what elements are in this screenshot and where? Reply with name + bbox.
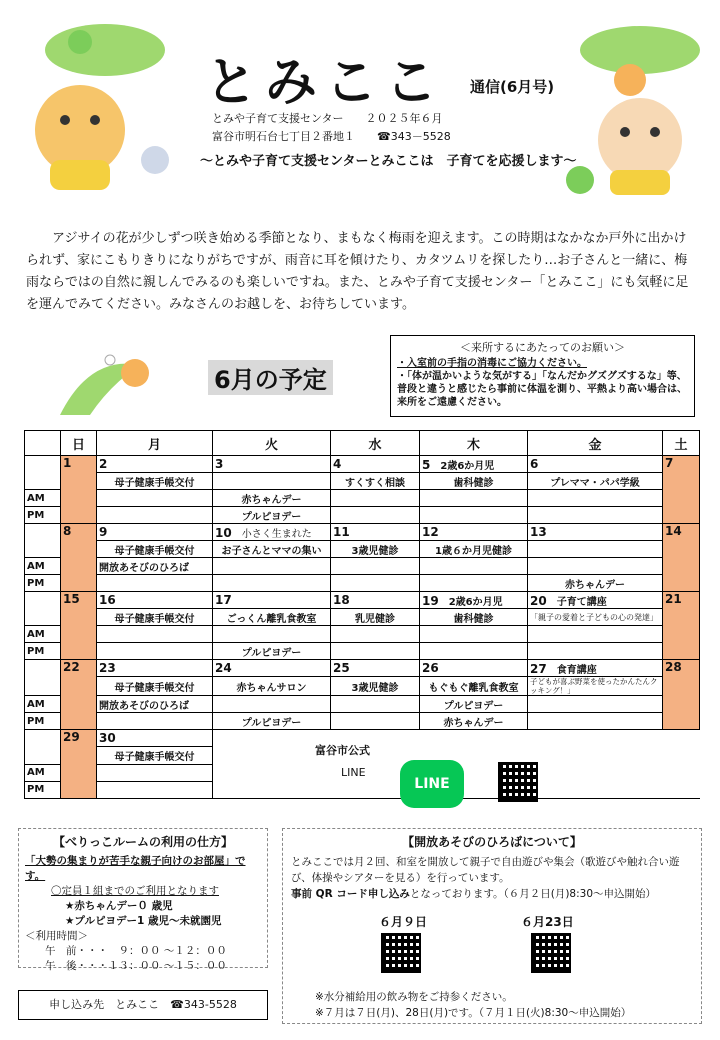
day-23: 23 bbox=[97, 660, 213, 677]
day-14: 14 bbox=[663, 524, 700, 592]
event-weaning-class: ごっくん離乳食教室 bbox=[213, 609, 331, 626]
room-usage-box bbox=[18, 828, 268, 972]
visit-notice-box bbox=[390, 335, 695, 417]
week-1-events bbox=[25, 473, 700, 490]
event-dental-check: 歯科健診 bbox=[420, 609, 528, 626]
qr-code-icon-2[interactable] bbox=[531, 933, 571, 973]
official-label: 富谷市公式 bbox=[315, 744, 370, 757]
header-center-line: とみや子育て支援センター ２０２５年６月 bbox=[212, 112, 443, 125]
day-13: 13 bbox=[528, 524, 663, 541]
event-small-born-gathering: お子さんとママの集い bbox=[213, 541, 331, 558]
header-fri: 金 bbox=[528, 431, 663, 456]
day-5-event: 5 2歳6か月児 bbox=[420, 456, 528, 473]
day-9: 9 bbox=[97, 524, 213, 541]
newsletter-subtitle: 通信(6月号) bbox=[470, 78, 555, 96]
week-3-am: AM bbox=[25, 626, 700, 643]
room-am-hours: 午 前・・・ ９：００ ～１２：００ bbox=[45, 945, 227, 957]
day-17: 17 bbox=[213, 592, 331, 609]
event-baby-day: 赤ちゃんデー bbox=[528, 575, 663, 592]
intro-paragraph: アジサイの花が少しずつ咲き始める季節となり、まもなく梅雨を迎えます。この時期はなかなか戸外に出かけられず、家にこもりきりになりがちですが、雨音に耳を傾けたり、カタツムリを探したり…お子さんと一緒に、梅雨ならではの自然に親しんでみるのも楽しいですね。また、とみや子育て支援センター「とみここ」にも気軽に足を運んでみてください。みなさんのお越しを、お待ちしています。 bbox=[26, 231, 689, 312]
header-sun: 日 bbox=[61, 431, 97, 456]
event-18mo-checkup: 1歳６か月児健診 bbox=[420, 541, 528, 558]
day-20-event: 20 子育て講座 bbox=[528, 592, 663, 609]
week-1-am bbox=[25, 490, 700, 507]
day-3: 3 bbox=[213, 456, 331, 473]
room-baby-day: ★赤ちゃんデー０ 歳児 bbox=[65, 900, 173, 912]
event-baby-salon: 赤ちゃんサロン bbox=[213, 677, 331, 696]
event-purupiyo-day: プルピヨデー bbox=[213, 643, 331, 660]
event-baby-day: 赤ちゃんデー bbox=[213, 490, 331, 507]
week-4-events bbox=[25, 677, 700, 696]
day-30: 30 bbox=[97, 730, 213, 747]
week-3-events bbox=[25, 609, 700, 626]
day-1: 1 bbox=[61, 456, 97, 524]
week-2-am: AM 開放あそびのひろば bbox=[25, 558, 700, 575]
day-24: 24 bbox=[213, 660, 331, 677]
room-pm-hours: 午 後・・・１３：００ ～１５：００ bbox=[45, 960, 227, 972]
day-21: 21 bbox=[663, 592, 700, 660]
open-heading: 【開放あそびのひろばについて】 bbox=[402, 835, 582, 849]
header-tue: 火 bbox=[213, 431, 331, 456]
newsletter-title: とみここ bbox=[205, 53, 446, 113]
week-3-pm: PM プルピヨデー bbox=[25, 643, 700, 660]
room-lead: 「大勢の集まりが苦手な親子向けのお部屋」です。 bbox=[25, 855, 246, 882]
event-food-lecture-topic: 子どもが喜ぶ野菜を使ったかんたんクッキング！」 bbox=[528, 677, 663, 696]
day-6: 6 bbox=[528, 456, 663, 473]
open-playroom-box bbox=[282, 828, 702, 1024]
room-purupiyo-day: ★プルピヨデー1 歳児～未就園児 bbox=[65, 915, 222, 927]
event-purupiyo-day: プルピヨデー bbox=[213, 507, 331, 524]
event-open-playroom: 開放あそびのひろば bbox=[97, 696, 213, 713]
day-12: 12 bbox=[420, 524, 528, 541]
event-mother-child-handbook: 母子健康手帳交付 bbox=[97, 541, 213, 558]
open-water-note: ※水分補給用の飲み物をご持参ください。 bbox=[315, 991, 513, 1003]
event-dental-check: 歯科健診 bbox=[420, 473, 528, 490]
line-qr-code-icon[interactable] bbox=[498, 762, 538, 802]
week-5-pm: PM bbox=[25, 781, 700, 798]
room-time-label: ＜利用時間＞ bbox=[25, 930, 88, 942]
event-infant-checkup: 乳児健診 bbox=[331, 609, 420, 626]
notice-heading: ＜来所するにあたってのお願い＞ bbox=[460, 341, 625, 354]
notice-item-2: ・「体が温かいような気がする」「なんだかグズグズするな」等、普段と違うと感じたら事前に体温を測り、平熱より高い場合は、来所をご遠慮ください。 bbox=[397, 371, 687, 408]
event-mother-child-handbook: 母子健康手帳交付 bbox=[97, 473, 213, 490]
schedule-title: 6月の予定 bbox=[208, 360, 333, 395]
event-purupiyo-day: プルピヨデー bbox=[420, 696, 528, 713]
open-body: とみここでは月２回、和室を開放して親子で自由遊びや集会（歌遊びや触れ合い遊び、体操やシアターを見る）を行っています。 bbox=[291, 856, 680, 884]
day-29: 29 bbox=[61, 730, 97, 799]
event-open-playroom: 開放あそびのひろば bbox=[97, 558, 213, 575]
event-baby-day: 赤ちゃんデー bbox=[420, 713, 528, 730]
day-19-event: 19 2歳6か月児 bbox=[420, 592, 528, 609]
open-apply-line: 事前 QR コード申し込みとなっております。（６月２日(月)8:30～申込開始） bbox=[291, 888, 657, 900]
room-heading: 【べりっこルームの利用の仕方】 bbox=[52, 835, 233, 849]
week-4-am: AM 開放あそびのひろば プルピヨデー bbox=[25, 696, 700, 713]
week-2-events bbox=[25, 541, 700, 558]
event-sukusuku-consult: すくすく相談 bbox=[331, 473, 420, 490]
open-date-2: ６月23日 bbox=[521, 915, 574, 929]
qr-code-icon-1[interactable] bbox=[381, 933, 421, 973]
day-8: 8 bbox=[61, 524, 97, 592]
day-16: 16 bbox=[97, 592, 213, 609]
room-capacity-note: 〇定員１組までのご利用となります bbox=[51, 885, 219, 897]
week-2-pm: PM 赤ちゃんデー bbox=[25, 575, 700, 592]
open-july-note: ※７月は７日(月)、28日(月)です。（７月１日(火)8:30～申込開始） bbox=[315, 1007, 632, 1019]
day-10-event: 10 小さく生まれた bbox=[213, 524, 331, 541]
week-4-dates bbox=[25, 660, 700, 677]
event-purupiyo-day: プルピヨデー bbox=[213, 713, 331, 730]
line-label: LINE bbox=[341, 766, 366, 779]
day-28: 28 bbox=[663, 660, 700, 730]
event-mother-child-handbook: 母子健康手帳交付 bbox=[97, 609, 213, 626]
week-5-dates bbox=[25, 730, 700, 747]
event-parenting-lecture-topic: 「親子の愛着と子どもの心の発達」 bbox=[528, 609, 663, 626]
day-4: 4 bbox=[331, 456, 420, 473]
contact-box: 申し込み先 とみここ ☎343-5528 bbox=[18, 990, 268, 1020]
day-27-event: 27 食育講座 bbox=[528, 660, 663, 677]
week-3-dates bbox=[25, 592, 700, 609]
day-26: 26 bbox=[420, 660, 528, 677]
calendar-header-row bbox=[25, 431, 700, 456]
event-mogumogu-weaning: もぐもぐ離乳食教室 bbox=[420, 677, 528, 696]
event-3yr-checkup: 3歳児健診 bbox=[331, 677, 420, 696]
day-22: 22 bbox=[61, 660, 97, 730]
event-3yr-checkup: 3歳児健診 bbox=[331, 541, 420, 558]
week-5-am: AM bbox=[25, 764, 700, 781]
schedule-illustration bbox=[50, 345, 180, 420]
week-2-dates bbox=[25, 524, 700, 541]
monthly-calendar bbox=[24, 430, 700, 799]
event-premama-class: プレママ・パパ学級 bbox=[528, 473, 663, 490]
week-4-pm: PM プルピヨデー 赤ちゃんデー bbox=[25, 713, 700, 730]
pm-label: PM bbox=[25, 507, 61, 524]
event-mother-child-handbook: 母子健康手帳交付 bbox=[97, 747, 213, 764]
event-mother-child-handbook: 母子健康手帳交付 bbox=[97, 677, 213, 696]
week-1-pm bbox=[25, 507, 700, 524]
day-2: 2 bbox=[97, 456, 213, 473]
open-date-1: ６月９日 bbox=[379, 915, 428, 929]
header-sat: 土 bbox=[663, 431, 700, 456]
header-tagline: ～とみや子育て支援センターとみここは 子育てを応援します～ bbox=[200, 154, 577, 169]
header-mon: 月 bbox=[97, 431, 213, 456]
week-1-dates bbox=[25, 456, 700, 473]
header-wed: 水 bbox=[331, 431, 420, 456]
header-address: 富谷市明石台七丁目２番地１ ☎343－5528 bbox=[212, 130, 451, 143]
header-illustration-left bbox=[10, 10, 200, 200]
line-logo-icon[interactable]: LINE bbox=[400, 760, 464, 808]
header-illustration-right bbox=[560, 10, 720, 200]
day-15: 15 bbox=[61, 592, 97, 660]
am-label: AM bbox=[25, 490, 61, 507]
day-7: 7 bbox=[663, 456, 700, 524]
day-11: 11 bbox=[331, 524, 420, 541]
day-18: 18 bbox=[331, 592, 420, 609]
header-thu: 木 bbox=[420, 431, 528, 456]
notice-item-1: ・入室前の手指の消毒にご協力ください。 bbox=[397, 358, 587, 369]
day-25: 25 bbox=[331, 660, 420, 677]
